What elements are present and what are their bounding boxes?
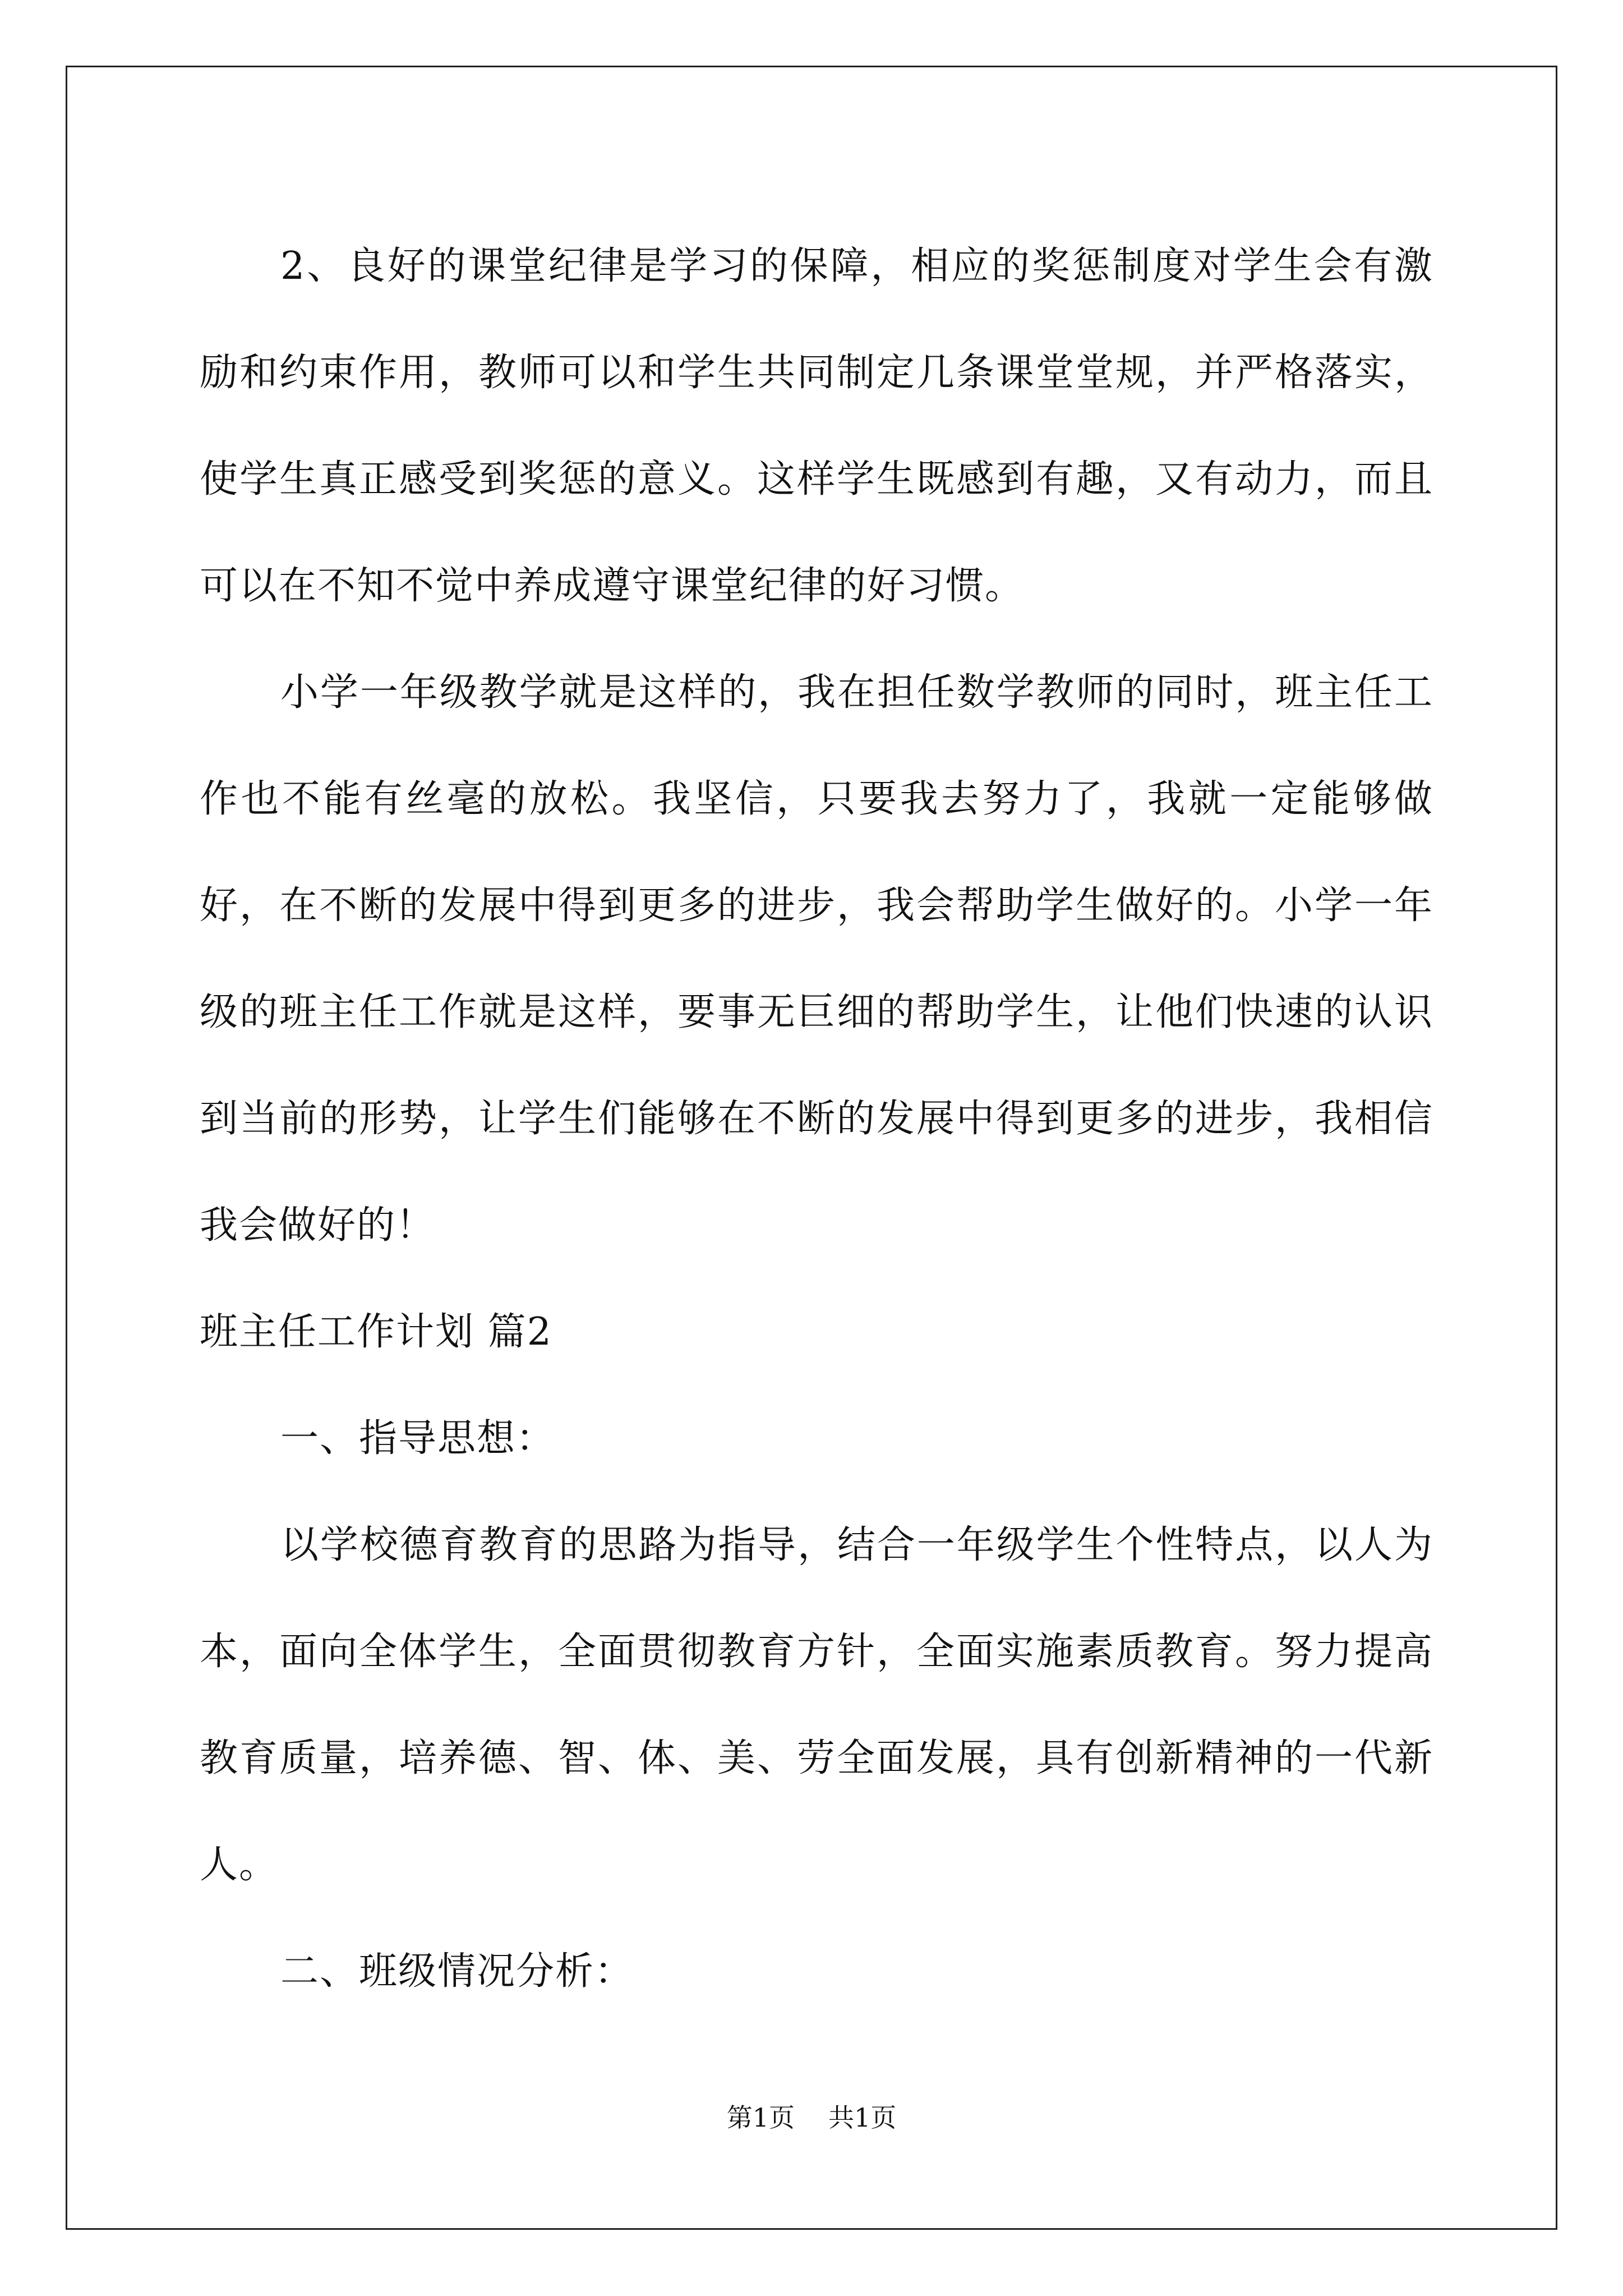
paragraph-classroom-discipline: 2、良好的课堂纪律是学习的保障，相应的奖惩制度对学生会有激励和约束作用，教师可以和学生共同制定几条课堂堂规，并严格落实，使学生真正感受到奖惩的意义。这样学生既感到有趣，又有动力，而且可以在不知不觉中养成遵守课堂纪律的好习惯。 [200, 244, 1433, 608]
paragraph-teacher-reflection: 小学一年级教学就是这样的，我在担任数学教师的同时，班主任工作也不能有丝毫的放松。我坚信，只要我去努力了，我就一定能够做好，在不断的发展中得到更多的进步，我会帮助学生做好的。小学一年级的班主任工作就是这样，要事无巨细的帮助学生，让他们快速的认识到当前的形势，让学生们能够在不断的发展中得到更多的进步，我相信我会做好的！ [200, 670, 1433, 1248]
subheading-class-analysis: 二、班级情况分析： [280, 1949, 634, 1994]
page-footer [0, 2101, 1623, 2134]
page-total: 共1页 [828, 2102, 897, 2133]
page-number: 第1页 [726, 2102, 795, 2133]
document-body [200, 213, 1433, 2025]
subheading-guiding-ideology: 一、指导思想： [280, 1416, 556, 1461]
paragraph-guiding-ideology: 以学校德育教育的思路为指导，结合一年级学生个性特点，以人为本，面向全体学生，全面贯彻教育方针，全面实施素质教育。努力提高教育质量，培养德、智、体、美、劳全面发展，具有创新精神的一代新人。 [200, 1523, 1433, 1887]
section-heading: 班主任工作计划 篇2 [200, 1310, 552, 1354]
